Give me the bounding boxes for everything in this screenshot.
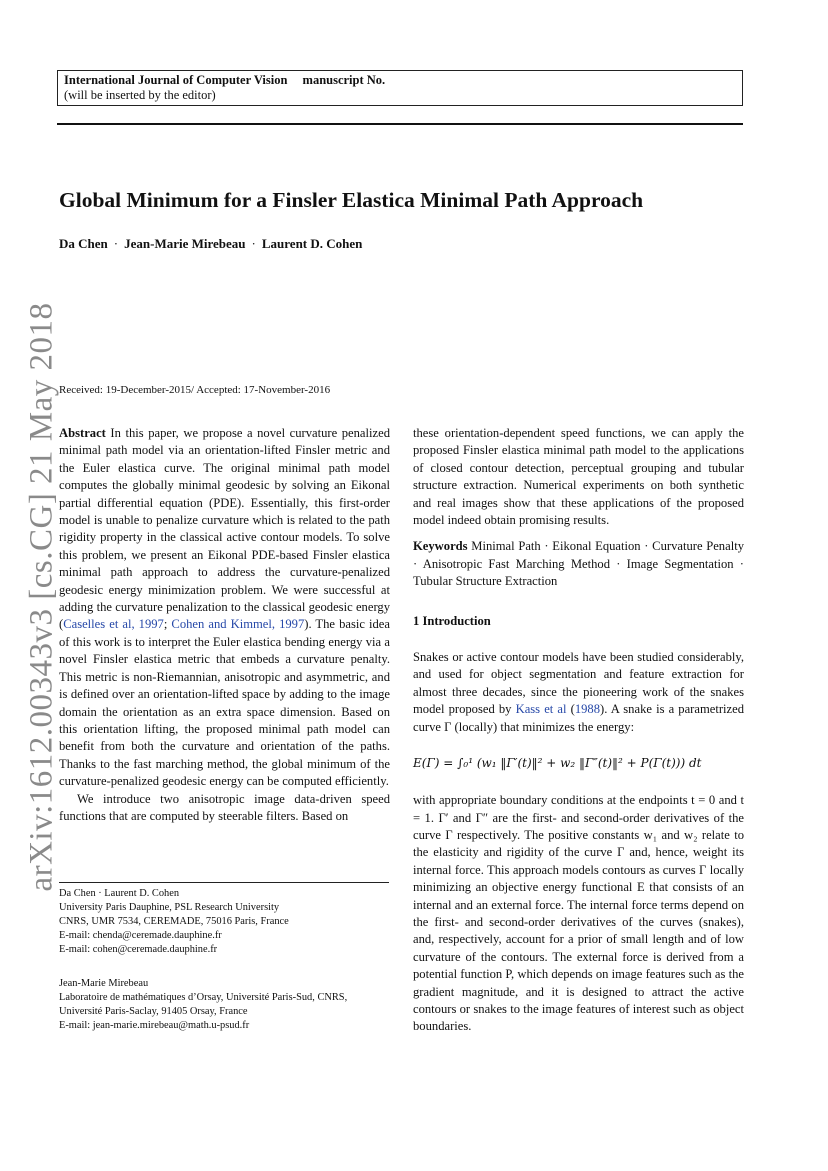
affiliation-line: Jean-Marie Mirebeau <box>59 978 149 989</box>
email-line: E-mail: cohen@ceremade.dauphine.fr <box>59 944 218 955</box>
citation-link[interactable]: Cohen and Kimmel, 1997 <box>171 617 305 632</box>
arxiv-stamp: arXiv:1612.00343v3 [cs.CG] 21 May 2018 <box>23 302 60 892</box>
journal-line <box>64 73 736 88</box>
energy-equation <box>413 746 744 780</box>
footnote-rule <box>59 882 389 883</box>
author-separator: · <box>251 236 256 251</box>
editor-note: (will be inserted by the editor) <box>64 88 216 102</box>
abstract-text: In this paper, we propose a novel curvature penalized minimal path model via an orientation-lifted Finsler metric and the Euler elastica curve. The original minimal path model computes the globally minimal geodesic by solving an Eikonal partial differential equation (PDE). Essentially, this first-order model is unable to penalize curvature which is related to the path rigidity property in the classical active contour models. To solve this problem, we present an Eikonal PDE-based Finsler elastica minimal path approach to address the curvature-penalized geodesic energy minimization problem. We were successful at adding the curvature penalization to the classical geodesic energy ( <box>59 426 390 632</box>
citation-link[interactable]: Caselles et al, 1997 <box>63 617 164 632</box>
author-name: Laurent D. Cohen <box>261 236 363 251</box>
intro-text: ( <box>566 702 575 717</box>
left-column <box>59 425 390 825</box>
journal-name: International Journal of Computer Vision <box>64 73 288 87</box>
intro-paragraph-2: with appropriate boundary conditions at the endpoints t = 0 and t = 1. Γ′ and Γ″ are the first- and second-order derivatives of the curve Γ respectively. The positive constants w₁ and w₂ relate to the elasticity and rigidity of the curve Γ and, hence, weight its internal force. This approach models contours as curves Γ locally minimizing an objective energy functional E that consists of an internal and an external force. The internal force terms depend on the first- and second-order derivatives of the curves (snakes), and, respectively, account for a prior of small length and of low curvature of the contours. The external force is derived from a potential function P, which depends on image features such as the gradient magnitude, and it is designed to attract the active contours or snakes to the image features of interest such as object boundaries. <box>413 793 744 1034</box>
email-line: E-mail: chenda@ceremade.dauphine.fr <box>59 930 222 941</box>
affiliation-block <box>59 887 289 957</box>
affiliation-line: University Paris Dauphine, PSL Research University <box>59 902 280 913</box>
author-name: Da Chen <box>59 236 108 251</box>
affiliation-block <box>59 977 389 1033</box>
section-heading: 1 Introduction <box>413 613 491 628</box>
right-column <box>413 425 744 1036</box>
abstract-label: Abstract <box>59 426 106 440</box>
citation-year-link[interactable]: 1988 <box>574 702 600 717</box>
keywords-text: Minimal Path · Eikonal Equation · Curvature Penalty · Anisotropic Fast Marching Method · Image Segmentation · Tubular Structure Extraction <box>413 539 744 589</box>
intro-text: ). A snake is a parametrized curve Γ (locally) that minimizes the energy: <box>413 702 745 734</box>
affiliation-line: Laboratoire de mathématiques d’Orsay, Université Paris-Sud, CNRS, Université Paris-Saclay, 91405 Orsay, France <box>59 992 348 1017</box>
affiliation-line: CNRS, UMR 7534, CEREMADE, 75016 Paris, France <box>59 916 289 927</box>
email-line: E-mail: jean-marie.mirebeau@math.u-psud.fr <box>59 1020 250 1031</box>
affiliation-line: Da Chen · Laurent D. Cohen <box>59 888 180 899</box>
journal-header-box <box>57 70 743 106</box>
author-separator: · <box>113 236 119 251</box>
header-rule <box>57 123 743 125</box>
equation-text: E(Γ) = ∫₀¹ (w₁ ‖Γ′(t)‖² + w₂ ‖Γ″(t)‖² + P(Γ(t))) dt <box>413 756 702 771</box>
keywords-label: Keywords <box>413 539 468 554</box>
intro-paragraph <box>413 649 744 736</box>
abstract-paragraph <box>59 425 390 791</box>
received-date: Received: 19-December-2015/ Accepted: 17-November-2016 <box>59 384 331 396</box>
keywords <box>413 538 744 590</box>
author-name: Jean-Marie Mirebeau <box>124 236 246 251</box>
abstract-paragraph-2: We introduce two anisotropic image data-driven speed functions that are computed by steerable filters. Based on <box>59 791 390 823</box>
citation-link[interactable]: Kass et al <box>515 702 567 717</box>
abstract-text: ). The basic idea of this work is to interpret the Euler elastica bending energy via a novel Finsler elastica metric that embeds a curvature penalty. This metric is non-Riemannian, anisotropic and asymmetric, and is defined over an orientation-lifted space by adding to the image domain the orientation as an extra space dimension. Based on this orientation lifting, the proposed minimal path model can benefit from both the curvature and orientation of the paths. Thanks to the fast marching method, the global minimum of the curvature-penalized geodesic energy can be computed efficiently. <box>59 617 390 789</box>
abstract-continuation: these orientation-dependent speed functions, we can apply the proposed Finsler elastica minimal path model to the applications of closed contour detection, perceptual grouping and tubular structure extraction. Numerical experiments on both synthetic and real images show that these applications of the proposed model indeed obtain promising results. <box>413 426 744 528</box>
author-list <box>59 236 362 252</box>
intro-text: Snakes or active contour models have been studied considerably, and used for object segmentation and feature extraction for almost three decades, since the pioneering work of the snakes model proposed by <box>413 650 744 717</box>
citation-separator: ; <box>163 617 172 632</box>
paper-title: Global Minimum for a Finsler Elastica Minimal Path Approach <box>59 188 644 212</box>
manuscript-number: manuscript No. <box>302 73 386 87</box>
